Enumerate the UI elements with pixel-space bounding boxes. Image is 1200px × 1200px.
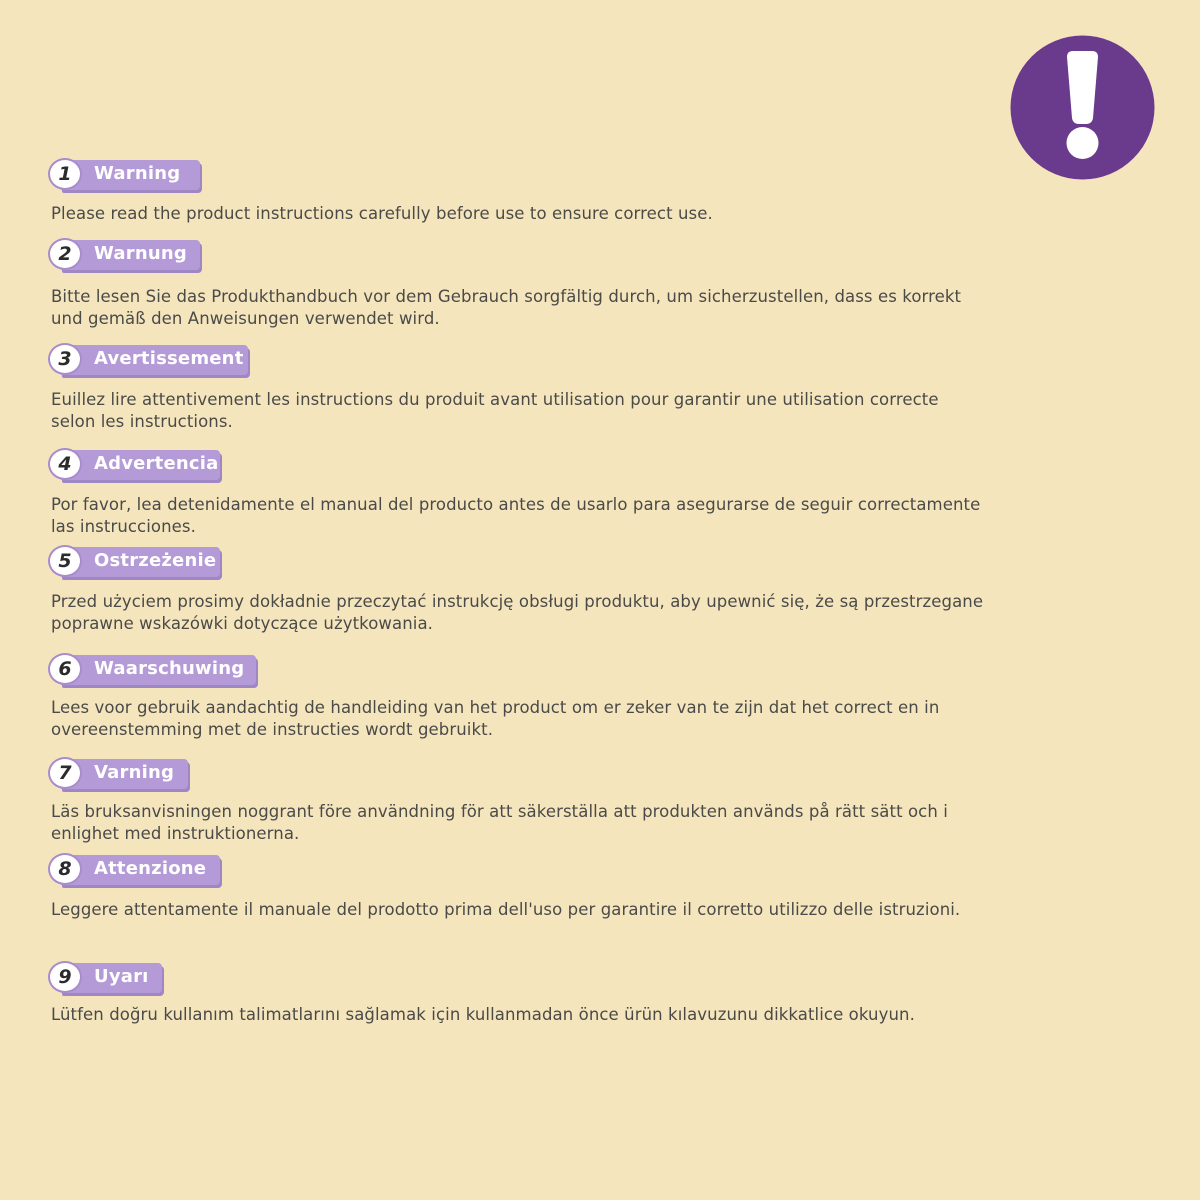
warning-text: Bitte lesen Sie das Produkthandbuch vor dem Gebrauch sorgfältig durch, um sicherzustellen, dass es korrekt und gemäß den Anweisungen verwendet wird. — [51, 287, 962, 328]
warning-item-5 — [48, 545, 988, 633]
warning-label: Ostrzeżenie — [94, 550, 217, 571]
warning-item-6 — [48, 653, 988, 739]
warning-label: Warning — [94, 163, 181, 184]
warning-item-8 — [48, 853, 988, 919]
warning-number: 2 — [48, 238, 82, 270]
warning-number: 7 — [48, 757, 82, 789]
warning-item-7 — [48, 757, 988, 843]
warning-label: Uyarı — [94, 966, 149, 987]
warning-text: Euillez lire attentivement les instructions du produit avant utilisation pour garantir une utilisation correcte selon les instructions. — [51, 390, 939, 431]
warning-number: 1 — [48, 158, 82, 190]
warning-number: 3 — [48, 343, 82, 375]
warning-label: Warnung — [94, 243, 187, 264]
warning-item-1 — [48, 158, 988, 223]
warning-item-3 — [48, 343, 988, 431]
warning-text: Por favor, lea detenidamente el manual del producto antes de usarlo para asegurarse de seguir correctamente las instrucciones. — [51, 495, 981, 536]
warning-label: Advertencia — [94, 453, 219, 474]
warning-item-9 — [48, 961, 988, 1024]
warning-number: 5 — [48, 545, 82, 577]
warning-item-4 — [48, 448, 988, 536]
warning-label: Varning — [94, 762, 175, 783]
warning-number: 4 — [48, 448, 82, 480]
warning-text: Läs bruksanvisningen noggrant före användning för att säkerställa att produkten används på rätt sätt och i enlighet med instruktionerna. — [51, 802, 948, 843]
warning-number: 8 — [48, 853, 82, 885]
warning-number: 6 — [48, 653, 82, 685]
warning-label: Waarschuwing — [94, 658, 245, 679]
warning-text: Lütfen doğru kullanım talimatlarını sağlamak için kullanmadan önce ürün kılavuzunu dikkatlice okuyun. — [51, 1005, 915, 1024]
warning-label: Avertissement — [94, 348, 244, 369]
warning-text: Przed użyciem prosimy dokładnie przeczytać instrukcję obsługi produktu, aby upewnić się, że są przestrzegane poprawne wskazówki dotyczące użytkowania. — [51, 592, 984, 633]
warning-item-2 — [48, 238, 988, 328]
warning-text: Please read the product instructions carefully before use to ensure correct use. — [51, 204, 713, 223]
exclamation-icon — [1010, 35, 1155, 180]
warning-label: Attenzione — [94, 858, 207, 879]
warning-text: Leggere attentamente il manuale del prodotto prima dell'uso per garantire il corretto utilizzo delle istruzioni. — [51, 900, 961, 919]
warning-text: Lees voor gebruik aandachtig de handleiding van het product om er zeker van te zijn dat het correct en in overeenstemming met de instructies wordt gebruikt. — [51, 698, 940, 739]
warning-number: 9 — [48, 961, 82, 993]
